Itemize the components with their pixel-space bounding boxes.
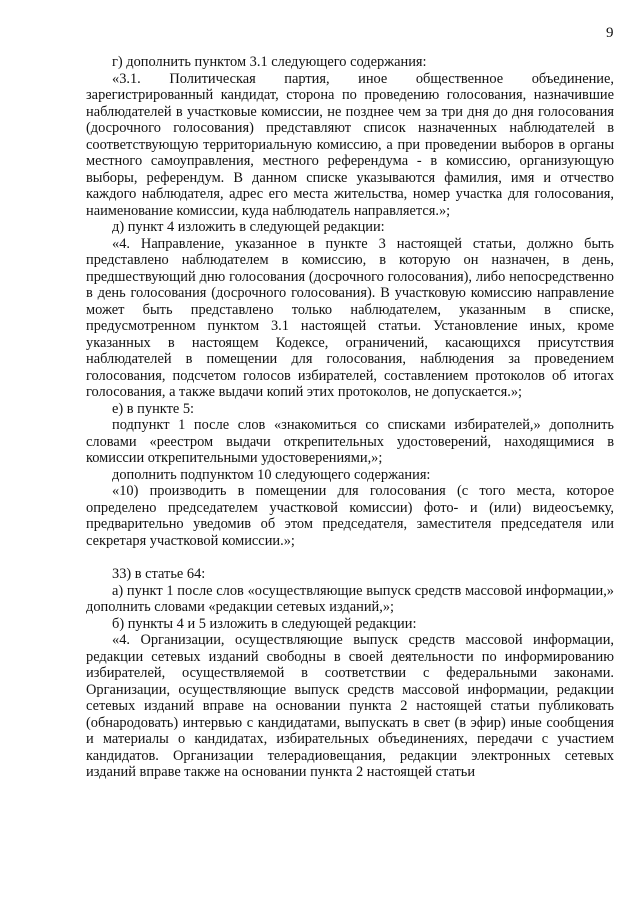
paragraph-item-b: б) пункты 4 и 5 изложить в следующей редакции: [112,615,417,632]
paragraph-clause-4: «4. Направление, указанное в пункте 3 настоящей статьи, должно быть представлено наблюдателем в комиссию, в которую он назначен, в день, предшествующий дню голосования (досрочного голосования), либо непосредственно в день голосования (досрочного голосования). В участковую комиссию направление может быть представлено только наблюдателем, указанным в списке, предусмотренном пунктом 3.1 настоящей статьи. Установление иных, кроме указанных в настоящем Кодексе, ограничений, касающихся присутствия наблюдателей в помещении для голосования, наблюдения за проведением голосования, подсчетом голосов избирателей, составлением протоколов об итогах голосования, а также выдачи копий этих протоколов, не допускается.»; [86,235,614,400]
paragraph-item-e: е) в пункте 5: [112,400,195,417]
paragraph-clause-3-1: «3.1. Политическая партия, иное общественное объединение, зарегистрированный кандидат, сторона по проведению голосования, назначившие наблюдателей в участковые комиссии, не позднее чем за три дня до дня голосования (досрочного голосования) представляют список назначенных наблюдателей в соответствующую территориальную комиссию, а при проведении выборов в органы местного самоуправления, местного референдума - в комиссию, организующую выборы, референдум. В данном списке указываются фамилия, имя и отчество каждого наблюдателя, адрес его места жительства, номер участка для голосования, наименование комиссии, куда наблюдатель направляется.»; [86,70,614,219]
paragraph-item-d: д) пункт 4 изложить в следующей редакции: [112,219,385,235]
document-body [86,54,614,781]
page-number: 9 [606,25,614,41]
paragraph-subclause-10: «10) производить в помещении для голосования (с того места, которое определено председателем участковой комиссии) фото- и (или) видеосъемку, предварительно уведомив об этом председателя, заместителя председателя или секретаря участковой комиссии.»; [86,483,614,549]
paragraph-item-g: г) дополнить пунктом 3.1 следующего содержания: [112,54,427,70]
paragraph-clause-4-media: «4. Организации, осуществляющие выпуск средств массовой информации, редакции сетевых изданий свободны в своей деятельности по информированию избирателей, осуществляемой в соответствии с федеральными законами. Организации, осуществляющие выпуск средств массовой информации, редакции сетевых изданий вправе на основании пункта 2 настоящей статьи публиковать (обнародовать) интервью с кандидатами, выпускать в свет (в эфир) иные сообщения и материалы о кандидатах, избирательных объединениях, передачи с участием кандидатов. Организации телерадиовещания, редакции электронных сетевых изданий вправе также на основании пункта 2 настоящей статьи [86,632,614,780]
paragraph-add-subclause-10: дополнить подпунктом 10 следующего содержания: [112,466,431,483]
paragraph-item-a: а) пункт 1 после слов «осуществляющие выпуск средств массовой информации,» дополнить словами «редакции сетевых изданий,»; [86,582,614,615]
paragraph-subclause-1: подпункт 1 после слов «знакомиться со списками избирателей,» дополнить словами «реестром выдачи открепительных удостоверений, находящимися в комиссии открепительными удостоверениями,»; [86,417,614,466]
paragraph-article-64: 33) в статье 64: [112,566,206,582]
